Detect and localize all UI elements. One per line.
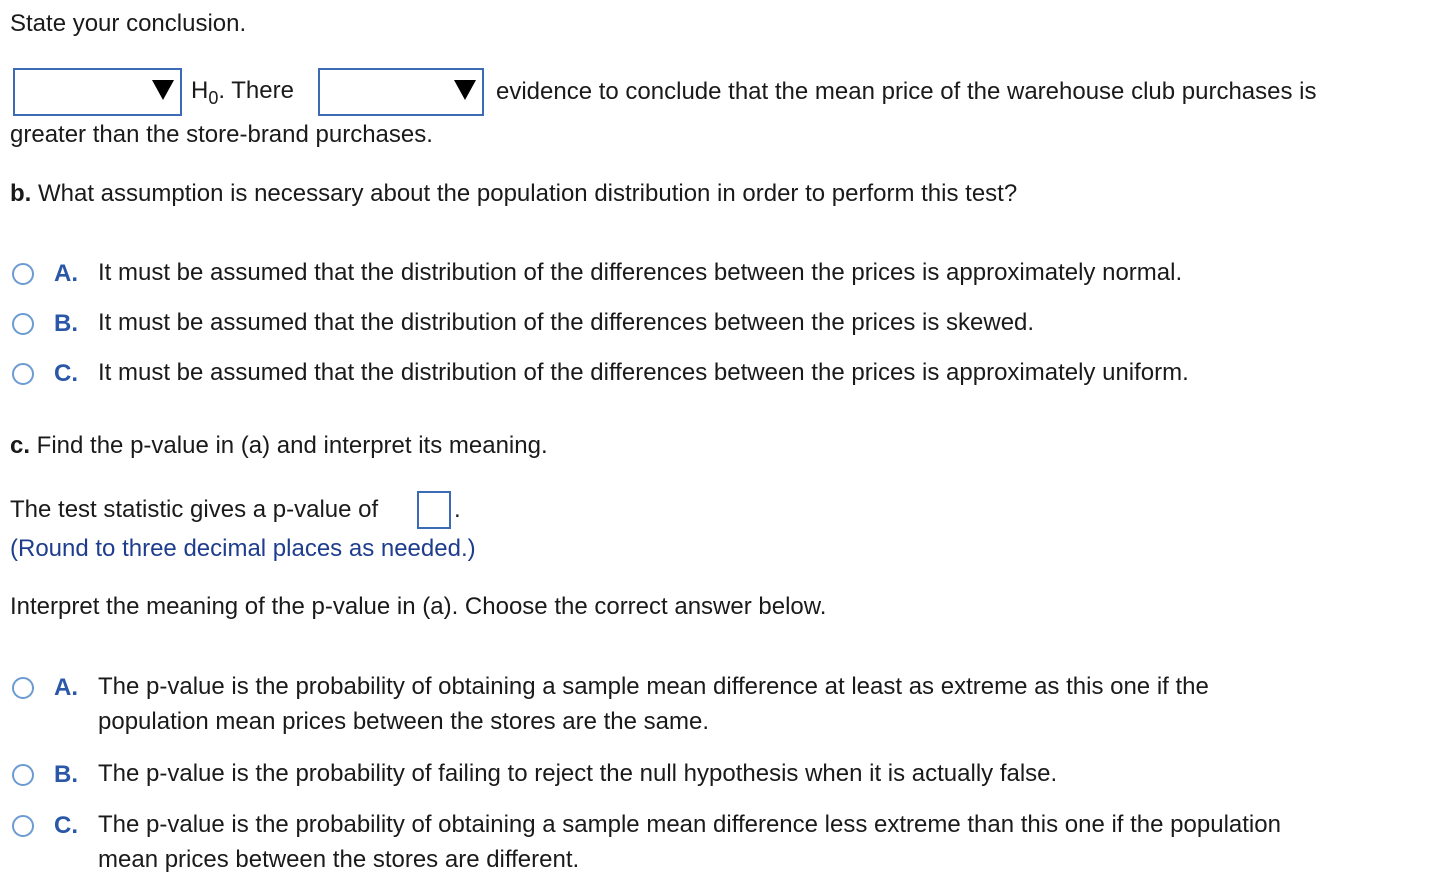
conclusion-sentence: evidence to conclude that the mean price of the warehouse club purchases is — [496, 78, 1317, 105]
pvalue-period: . — [454, 496, 461, 523]
option-text: The p-value is the probability of obtaining a sample mean difference less extreme than this one if the population mean prices between the stores are different. — [98, 811, 1281, 873]
option-text: The p-value is the probability of failing to reject the null hypothesis when it is actually false. — [98, 760, 1058, 787]
radio-button[interactable] — [12, 363, 34, 385]
part-c-option-a[interactable]: A. The p-value is the probability of obtaining a sample mean difference at least as extreme as this one if the population mean prices between the stores are the same. — [12, 674, 1209, 739]
option-text: The p-value is the probability of obtaining a sample mean difference at least as extreme as this one if the population mean prices between the stores are the same. — [98, 673, 1209, 735]
part-c-option-b[interactable]: B. The p-value is the probability of failing to reject the null hypothesis when it is actually false. — [12, 761, 1057, 791]
h0-label: $H_0$. There — [191, 77, 294, 108]
part-b-question: b. What assumption is necessary about the population distribution in order to perform this test? — [10, 180, 1018, 207]
radio-button[interactable] — [12, 815, 34, 837]
part-b-option-b[interactable]: B. It must be assumed that the distribution of the differences between the prices is skewed. — [12, 310, 1034, 340]
conclusion-prompt: State your conclusion. — [10, 10, 247, 37]
part-b-option-a[interactable]: A. It must be assumed that the distribution of the differences between the prices is approximately normal. — [12, 260, 1182, 290]
rounding-hint: (Round to three decimal places as needed.) — [10, 535, 476, 562]
option-text: It must be assumed that the distribution of the differences between the prices is approximately uniform. — [98, 359, 1189, 386]
chevron-down-icon — [152, 80, 174, 100]
part-b-option-c[interactable]: C. It must be assumed that the distribution of the differences between the prices is approximately uniform. — [12, 360, 1189, 390]
radio-button[interactable] — [12, 313, 34, 335]
interpret-prompt: Interpret the meaning of the p-value in (a). Choose the correct answer below. — [10, 593, 827, 620]
option-text: It must be assumed that the distribution of the differences between the prices is skewed. — [98, 309, 1035, 336]
conclusion-dropdown-2[interactable] — [318, 68, 484, 116]
conclusion-dropdown-1[interactable] — [13, 68, 182, 116]
option-text: It must be assumed that the distribution of the differences between the prices is approximately normal. — [98, 259, 1183, 286]
pvalue-text: The test statistic gives a p-value of — [10, 496, 379, 523]
pvalue-input[interactable] — [417, 491, 451, 529]
radio-button[interactable] — [12, 764, 34, 786]
radio-button[interactable] — [12, 263, 34, 285]
part-c-question: c. Find the p-value in (a) and interpret its meaning. — [10, 432, 548, 459]
radio-button[interactable] — [12, 677, 34, 699]
chevron-down-icon — [454, 80, 476, 100]
conclusion-sentence-line2: greater than the store-brand purchases. — [10, 121, 433, 148]
part-c-option-c[interactable]: C. The p-value is the probability of obtaining a sample mean difference less extreme than this one if the population mean prices between the stores are different. — [12, 812, 1281, 876]
